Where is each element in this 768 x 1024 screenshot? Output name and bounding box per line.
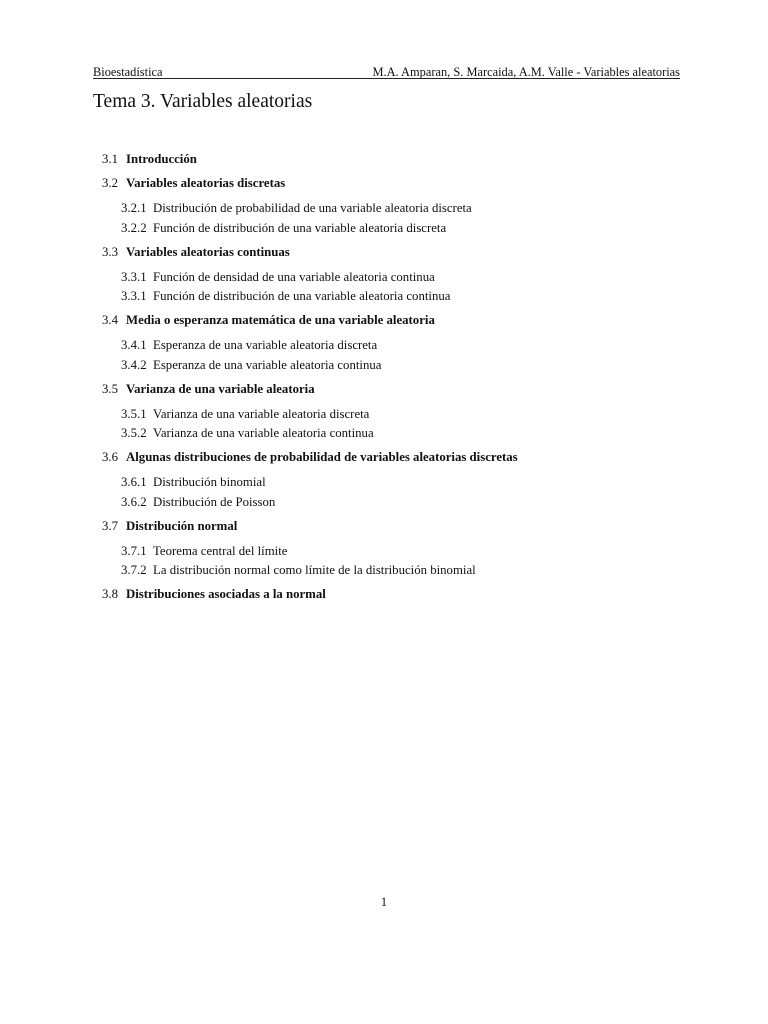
- section-number: 3.8: [102, 587, 118, 601]
- toc-section-row: [102, 152, 702, 167]
- section-title: Variables aleatorias discretas: [126, 176, 286, 190]
- toc-section-row: [102, 450, 702, 465]
- toc-section: [102, 587, 702, 602]
- subsection-number: 3.4.1: [121, 338, 147, 352]
- section-number: 3.6: [102, 450, 118, 464]
- section-number: 3.1: [102, 152, 118, 166]
- subsection-number: 3.4.2: [121, 357, 147, 372]
- section-number: 3.4: [102, 313, 118, 327]
- subsection-number: 3.5.2: [121, 426, 147, 440]
- subsection-number: 3.2.1: [121, 201, 147, 215]
- subsection-title: Esperanza de una variable aleatoria discreta: [153, 338, 378, 352]
- subsection-title: Distribución de probabilidad de una variable aleatoria discreta: [153, 201, 472, 215]
- subsection-title: Varianza de una variable aleatoria continua: [153, 426, 374, 440]
- toc-section: [102, 245, 702, 305]
- toc-subsection-row: [121, 221, 702, 236]
- section-number: 3.3: [102, 244, 118, 259]
- toc-subsection-row: [121, 407, 702, 422]
- subsection-list: [121, 475, 702, 510]
- toc-section: [102, 176, 702, 236]
- toc-subsection-row: [121, 563, 702, 578]
- subsection-number: 3.7.1: [121, 543, 147, 558]
- subsection-title: Esperanza de una variable aleatoria continua: [153, 357, 382, 372]
- subsection-title: Distribución de Poisson: [153, 494, 276, 509]
- subsection-title: Función de densidad de una variable aleatoria continua: [153, 269, 435, 284]
- page-number: 1: [380, 895, 388, 909]
- subsection-number: 3.3.1: [121, 269, 147, 284]
- toc-section-row: [102, 245, 702, 260]
- section-number: 3.7: [102, 518, 118, 533]
- toc-section-row: [102, 382, 702, 397]
- toc-subsection-row: [121, 289, 702, 304]
- header-left: Bioestadística: [93, 65, 163, 79]
- toc-section: [102, 313, 702, 373]
- subsection-number: 3.3.1: [121, 289, 147, 303]
- toc-section-row: [102, 587, 702, 602]
- chapter-title: Tema 3. Variables aleatorias: [93, 91, 313, 112]
- toc-section-row: [102, 519, 702, 534]
- subsection-number: 3.5.1: [121, 406, 147, 421]
- toc-section-row: [102, 176, 702, 191]
- toc-section-row: [102, 313, 702, 328]
- section-title: Algunas distribuciones de probabilidad de variables aleatorias discretas: [126, 450, 518, 464]
- running-header: [93, 61, 680, 79]
- toc-subsection-row: [121, 475, 702, 490]
- subsection-title: Distribución binomial: [153, 475, 266, 489]
- section-number: 3.5: [102, 381, 118, 396]
- header-rule: [93, 78, 680, 79]
- section-title: Variables aleatorias continuas: [126, 244, 290, 259]
- toc-section: [102, 450, 702, 510]
- subsection-list: [121, 407, 702, 442]
- table-of-contents: [102, 152, 702, 611]
- subsection-title: Varianza de una variable aleatoria discreta: [153, 406, 370, 421]
- toc-section: [102, 382, 702, 442]
- section-number: 3.2: [102, 176, 118, 190]
- section-title: Distribuciones asociadas a la normal: [126, 587, 326, 601]
- subsection-title: Función de distribución de una variable aleatoria discreta: [153, 220, 447, 235]
- subsection-list: [121, 338, 702, 373]
- toc-subsection-row: [121, 495, 702, 510]
- subsection-number: 3.7.2: [121, 563, 147, 577]
- toc-subsection-row: [121, 338, 702, 353]
- toc-section: [102, 152, 702, 167]
- toc-subsection-row: [121, 201, 702, 216]
- subsection-title: La distribución normal como límite de la distribución binomial: [153, 563, 476, 577]
- toc-section: [102, 519, 702, 579]
- toc-subsection-row: [121, 358, 702, 373]
- subsection-list: [121, 270, 702, 305]
- section-title: Varianza de una variable aleatoria: [126, 381, 315, 396]
- toc-subsection-row: [121, 544, 702, 559]
- header-right: M.A. Amparan, S. Marcaida, A.M. Valle - Variables aleatorias: [372, 65, 680, 79]
- section-title: Introducción: [126, 152, 197, 166]
- subsection-number: 3.6.1: [121, 475, 147, 489]
- section-title: Distribución normal: [126, 518, 238, 533]
- toc-subsection-row: [121, 426, 702, 441]
- subsection-list: [121, 201, 702, 236]
- section-title: Media o esperanza matemática de una variable aleatoria: [126, 313, 435, 327]
- subsection-title: Teorema central del límite: [153, 543, 288, 558]
- subsection-number: 3.2.2: [121, 220, 147, 235]
- subsection-title: Función de distribución de una variable aleatoria continua: [153, 289, 451, 303]
- subsection-list: [121, 544, 702, 579]
- subsection-number: 3.6.2: [121, 494, 147, 509]
- toc-subsection-row: [121, 270, 702, 285]
